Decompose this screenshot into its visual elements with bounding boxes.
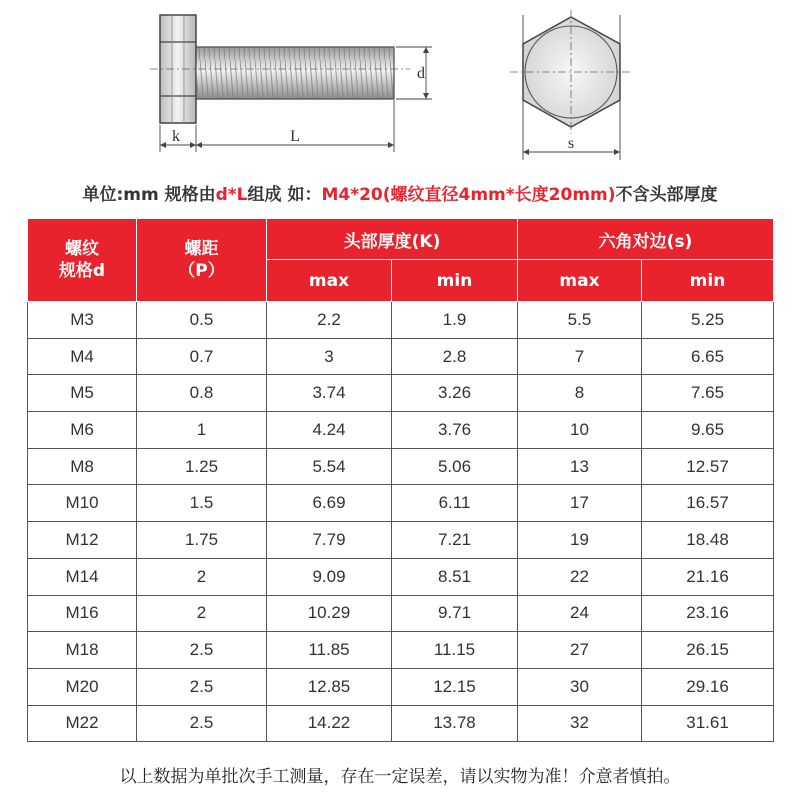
unit-highlight-dl: d*L bbox=[215, 185, 248, 205]
header-s-min: min bbox=[642, 260, 774, 302]
table-row bbox=[28, 375, 774, 412]
cell-k-max: 10.29 bbox=[267, 595, 392, 632]
label-L: L bbox=[290, 128, 300, 145]
label-s: s bbox=[567, 135, 575, 152]
header-s-max: max bbox=[518, 260, 642, 302]
cell-k-max: 11.85 bbox=[267, 632, 392, 669]
unit-highlight-example: M4*20(螺纹直径4mm*长度20mm) bbox=[321, 185, 616, 205]
cell-k-min: 1.9 bbox=[392, 302, 518, 339]
cell-pitch: 1.25 bbox=[137, 448, 267, 485]
cell-s-max: 10 bbox=[518, 412, 642, 449]
table-row bbox=[28, 412, 774, 449]
header-k-max: max bbox=[267, 260, 392, 302]
cell-k-max: 14.22 bbox=[267, 705, 392, 742]
cell-s-max: 24 bbox=[518, 595, 642, 632]
cell-spec: M16 bbox=[28, 595, 137, 632]
cell-s-max: 8 bbox=[518, 375, 642, 412]
cell-pitch: 2.5 bbox=[137, 668, 267, 705]
header-k-min: min bbox=[392, 260, 518, 302]
cell-k-min: 8.51 bbox=[392, 558, 518, 595]
cell-s-min: 29.16 bbox=[642, 668, 774, 705]
cell-s-max: 27 bbox=[518, 632, 642, 669]
cell-pitch: 0.7 bbox=[137, 338, 267, 375]
cell-s-min: 23.16 bbox=[642, 595, 774, 632]
cell-s-max: 13 bbox=[518, 448, 642, 485]
cell-s-min: 9.65 bbox=[642, 412, 774, 449]
cell-spec: M10 bbox=[28, 485, 137, 522]
cell-spec: M3 bbox=[28, 302, 137, 339]
table-row bbox=[28, 632, 774, 669]
cell-s-min: 26.15 bbox=[642, 632, 774, 669]
table-row bbox=[28, 595, 774, 632]
label-k: k bbox=[172, 128, 180, 145]
cell-pitch: 1.5 bbox=[137, 485, 267, 522]
cell-s-min: 12.57 bbox=[642, 448, 774, 485]
cell-k-max: 2.2 bbox=[267, 302, 392, 339]
cell-s-min: 16.57 bbox=[642, 485, 774, 522]
disclaimer-note: 以上数据为单批次手工测量，存在一定误差，请以实物为准！介意者慎拍。 bbox=[119, 767, 681, 787]
cell-pitch: 0.5 bbox=[137, 302, 267, 339]
cell-k-max: 7.79 bbox=[267, 522, 392, 559]
cell-s-min: 21.16 bbox=[642, 558, 774, 595]
spec-table-body bbox=[28, 302, 774, 742]
cell-pitch: 1 bbox=[137, 412, 267, 449]
cell-pitch: 2 bbox=[137, 558, 267, 595]
cell-s-min: 31.61 bbox=[642, 705, 774, 742]
cell-spec: M20 bbox=[28, 668, 137, 705]
cell-spec: M8 bbox=[28, 448, 137, 485]
cell-s-max: 7 bbox=[518, 338, 642, 375]
cell-k-max: 12.85 bbox=[267, 668, 392, 705]
header-spec: 螺纹 规格d bbox=[28, 219, 137, 302]
cell-s-min: 18.48 bbox=[642, 522, 774, 559]
cell-spec: M5 bbox=[28, 375, 137, 412]
cell-spec: M4 bbox=[28, 338, 137, 375]
header-pitch: 螺距 （P） bbox=[137, 219, 267, 302]
cell-k-max: 9.09 bbox=[267, 558, 392, 595]
label-d: d bbox=[417, 65, 425, 82]
cell-k-min: 2.8 bbox=[392, 338, 518, 375]
cell-pitch: 0.8 bbox=[137, 375, 267, 412]
cell-pitch: 2.5 bbox=[137, 632, 267, 669]
header-head-thickness: 头部厚度(K) bbox=[267, 219, 518, 260]
unit-suffix: 不含头部厚度 bbox=[615, 185, 718, 205]
cell-k-min: 9.71 bbox=[392, 595, 518, 632]
cell-k-min: 6.11 bbox=[392, 485, 518, 522]
bolt-hex-top-view bbox=[510, 10, 632, 160]
cell-spec: M22 bbox=[28, 705, 137, 742]
table-row bbox=[28, 705, 774, 742]
spec-table bbox=[27, 218, 774, 742]
cell-s-max: 22 bbox=[518, 558, 642, 595]
cell-spec: M12 bbox=[28, 522, 137, 559]
cell-k-max: 5.54 bbox=[267, 448, 392, 485]
cell-pitch: 1.75 bbox=[137, 522, 267, 559]
cell-pitch: 2 bbox=[137, 595, 267, 632]
table-row bbox=[28, 448, 774, 485]
cell-k-min: 3.76 bbox=[392, 412, 518, 449]
cell-s-min: 6.65 bbox=[642, 338, 774, 375]
cell-k-min: 12.15 bbox=[392, 668, 518, 705]
cell-s-min: 5.25 bbox=[642, 302, 774, 339]
unit-middle: 组成 如： bbox=[247, 185, 322, 205]
cell-s-max: 32 bbox=[518, 705, 642, 742]
table-row bbox=[28, 558, 774, 595]
unit-description bbox=[0, 180, 800, 205]
cell-k-max: 3 bbox=[267, 338, 392, 375]
table-row bbox=[28, 338, 774, 375]
cell-spec: M6 bbox=[28, 412, 137, 449]
cell-s-max: 30 bbox=[518, 668, 642, 705]
table-row bbox=[28, 485, 774, 522]
cell-k-min: 7.21 bbox=[392, 522, 518, 559]
cell-spec: M14 bbox=[28, 558, 137, 595]
table-row bbox=[28, 302, 774, 339]
cell-s-max: 19 bbox=[518, 522, 642, 559]
header-across-flats: 六角对边(s) bbox=[518, 219, 774, 260]
cell-k-max: 3.74 bbox=[267, 375, 392, 412]
table-row bbox=[28, 522, 774, 559]
cell-s-max: 5.5 bbox=[518, 302, 642, 339]
table-row bbox=[28, 668, 774, 705]
bolt-technical-drawing bbox=[0, 0, 800, 170]
cell-k-min: 13.78 bbox=[392, 705, 518, 742]
cell-k-min: 3.26 bbox=[392, 375, 518, 412]
cell-k-max: 4.24 bbox=[267, 412, 392, 449]
cell-k-max: 6.69 bbox=[267, 485, 392, 522]
cell-s-max: 17 bbox=[518, 485, 642, 522]
bolt-side-view bbox=[150, 15, 432, 152]
cell-k-min: 11.15 bbox=[392, 632, 518, 669]
cell-s-min: 7.65 bbox=[642, 375, 774, 412]
cell-k-min: 5.06 bbox=[392, 448, 518, 485]
cell-pitch: 2.5 bbox=[137, 705, 267, 742]
cell-spec: M18 bbox=[28, 632, 137, 669]
unit-prefix: 单位:mm 规格由 bbox=[82, 185, 216, 205]
